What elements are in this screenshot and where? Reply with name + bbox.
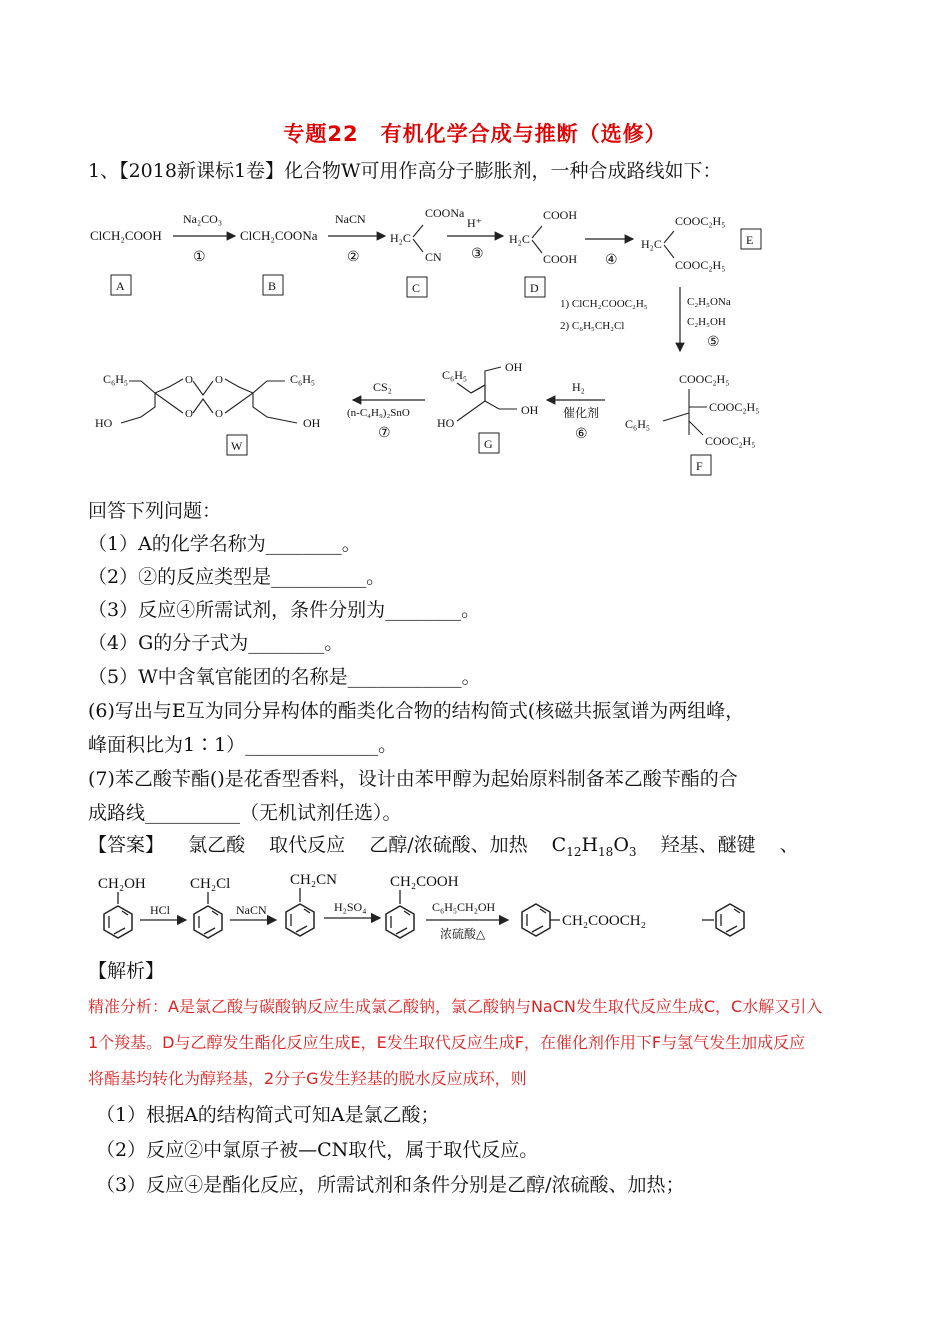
question-3: （3）反应④所需试剂，条件分别为________。 — [88, 599, 481, 621]
analysis-line-1: （1）根据A的结构简式可知A是氯乙酸； — [96, 1104, 440, 1126]
answer-label: 【答案】 — [88, 834, 165, 856]
step5-left-2: 2) C₆H₅CH₂Cl — [560, 320, 625, 332]
route-reagent-1: HCl — [150, 903, 171, 917]
analysis-line-3: （3）反应④是酯化反应，所需试剂和条件分别是乙醇/浓硫酸、加热； — [96, 1174, 685, 1196]
compound-w-left-bottom: HO — [95, 416, 113, 430]
label-f: F — [696, 459, 703, 473]
compound-b-formula: ClCH₂COONa — [240, 228, 318, 243]
route-m4: CH₂COOH — [390, 874, 459, 890]
label-a: A — [116, 279, 125, 293]
step7-number: ⑦ — [378, 426, 391, 441]
compound-f-left: C₆H₅ — [625, 417, 651, 431]
answer-4: $C_{12}H_{18}O_3$ — [551, 834, 637, 859]
answer-2: 取代反应 — [269, 834, 346, 856]
step6-reagent: H₂ — [572, 380, 585, 394]
question-4: （4）G的分子式为________。 — [88, 632, 344, 654]
route-condition-4: 浓硫酸△ — [440, 927, 486, 941]
label-g: G — [484, 437, 493, 451]
w-oxygen-3: O — [215, 374, 223, 386]
step2-number: ② — [347, 250, 360, 265]
analysis-red-line-1: 精准分析：A是氯乙酸与碳酸钠反应生成氯乙酸钠，氯乙酸钠与NaCN发生取代反应生成C，C水解又引入 — [88, 997, 823, 1016]
step1-number: ① — [193, 250, 206, 265]
step4-number: ④ — [605, 253, 618, 268]
compound-g-top-right: OH — [505, 360, 523, 374]
compound-c-bottom: CN — [425, 250, 442, 264]
route-m2: CH₂Cl — [190, 876, 231, 892]
label-c: C — [412, 281, 421, 295]
answer-5: 羟基、醚键 — [660, 834, 756, 856]
analysis-red-line-3: 将酯基均转化为醇羟基，2分子G发生羟基的脱水反应成环，则 — [88, 1069, 527, 1088]
compound-d-left: H₂C — [509, 232, 530, 246]
synthesis-route — [90, 866, 770, 952]
compound-f-top: COOC₂H₅ — [679, 372, 730, 386]
compound-f-right: COOC₂H₅ — [709, 400, 760, 414]
question-5: （5）W中含氧官能团的名称是____________。 — [88, 666, 481, 688]
route-reagent-3: H₂SO₄ — [334, 900, 367, 914]
route-m1: CH₂OH — [98, 876, 146, 892]
question-2: （2）②的反应类型是__________。 — [88, 566, 386, 588]
route-reagent-2: NaCN — [236, 903, 267, 917]
step5-left-1: 1) ClCH₂COOC₂H₅ — [560, 298, 648, 310]
w-oxygen-4: O — [215, 408, 223, 420]
step3-reagent: H⁺ — [467, 216, 482, 230]
w-oxygen-1: O — [185, 374, 193, 386]
step1-reagent: Na₂CO₃ — [183, 212, 223, 226]
answer-3: 乙醇/浓硫酸、加热 — [369, 834, 528, 856]
step5-number: ⑤ — [707, 335, 720, 350]
step5-right-2: C₂H₅OH — [687, 316, 726, 328]
compound-g-right: OH — [521, 403, 539, 417]
route-m3: CH₂CN — [290, 872, 337, 888]
answer-prompt: 回答下列问题： — [88, 500, 222, 522]
question-6-line-2: 峰面积比为1∶1）______________。 — [88, 734, 398, 756]
compound-g-top-left: C₆H₅ — [442, 368, 468, 382]
w-oxygen-2: O — [185, 408, 193, 420]
question-1: （1）A的化学名称为________。 — [88, 533, 361, 555]
label-w: W — [231, 439, 243, 453]
step2-reagent: NaCN — [335, 212, 366, 226]
compound-c-top: COONa — [425, 206, 465, 220]
compound-f-bottom: COOC₂H₅ — [705, 434, 756, 448]
question-intro: 1、【2018新课标1卷】化合物W可用作高分子膨胀剂，一种合成路线如下： — [88, 160, 722, 182]
compound-c-left: H₂C — [390, 231, 411, 245]
analysis-red-line-2: 1个羧基。D与乙醇发生酯化反应生成E，E发生取代反应生成F，在催化剂作用下F与氢气发生加成反应 — [88, 1033, 806, 1052]
step5-right-1: C₂H₅ONa — [687, 296, 731, 308]
analysis-label: 【解析】 — [88, 960, 165, 982]
compound-w-right-bottom: OH — [303, 416, 321, 430]
label-b: B — [268, 279, 277, 293]
label-e: E — [746, 233, 754, 247]
question-7-line-1: (7)苯乙酸苄酯()是花香型香料，设计由苯甲醇为起始原料制备苯乙酸苄酯的合 — [88, 768, 738, 790]
question-7-line-2: 成路线__________（无机试剂任选）。 — [88, 802, 402, 824]
step6-number: ⑥ — [575, 427, 588, 442]
label-d: D — [530, 281, 539, 295]
step7-reagent: CS₂ — [373, 380, 392, 394]
answer-1: 氯乙酸 — [188, 834, 246, 856]
compound-e-left: H₂C — [641, 237, 662, 251]
compound-g-left: HO — [437, 416, 455, 430]
answer-line — [88, 832, 799, 865]
compound-w-right-top: C₆H₅ — [290, 372, 316, 386]
step6-condition: 催化剂 — [563, 406, 600, 420]
page-title: 专题22 有机化学合成与推断（选修） — [283, 122, 667, 146]
route-reagent-4: C₆H₅CH₂OH — [432, 900, 496, 914]
step7-condition: (n-C₄H₉)₂SnO — [347, 407, 410, 419]
analysis-line-2: （2）反应②中氯原子被—CN取代，属于取代反应。 — [96, 1139, 539, 1161]
compound-e-bottom: COOC₂H₅ — [675, 258, 726, 272]
compound-e-top: COOC₂H₅ — [675, 214, 726, 228]
route-product: CH₂COOCH₂ — [562, 913, 646, 929]
question-6-line-1: (6)写出与E互为同分异构体的酯类化合物的结构简式(核磁共振氢谱为两组峰， — [88, 700, 745, 722]
compound-w-left-top: C₆H₅ — [103, 372, 129, 386]
compound-d-bottom: COOH — [543, 252, 578, 266]
answer-end: 、 — [779, 834, 799, 856]
step3-number: ③ — [471, 247, 484, 262]
compound-d-top: COOH — [543, 208, 578, 222]
synthesis-scheme — [85, 195, 785, 495]
compound-a-formula: ClCH₂COOH — [90, 228, 162, 243]
